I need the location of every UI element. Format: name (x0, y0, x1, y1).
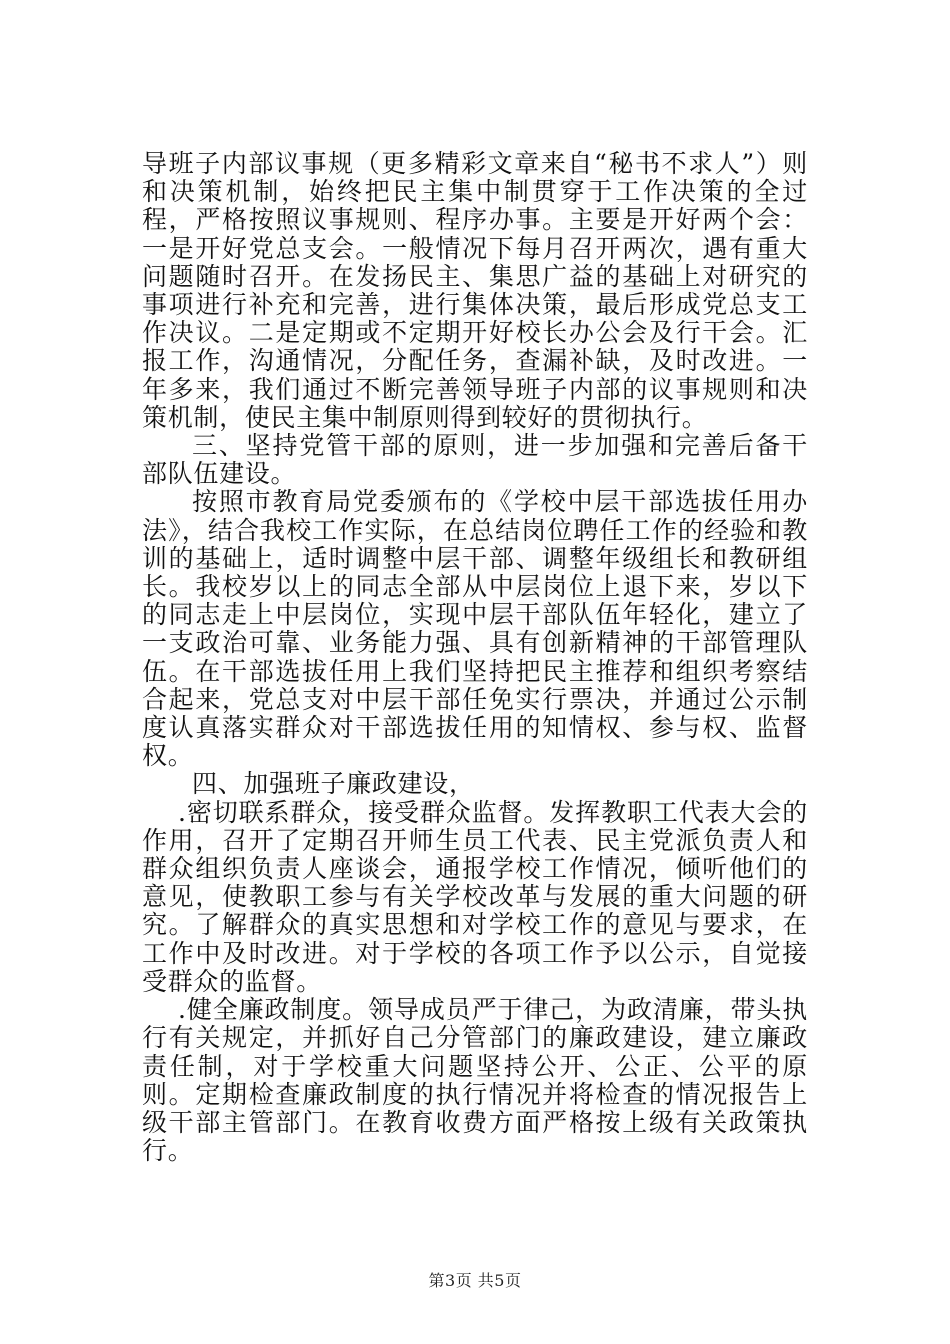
heading-section-four: 四、加强班子廉政建设， (192, 769, 475, 799)
paragraph-decision-mechanism: 导班子内部议事规（更多精彩文章来自“秘书不求人”）则和决策机制，始终把民主集中制贯穿于工作决策的全过程，严格按照议事规则、程序办事。主要是开好两个会：一是开好党总支会。一般情况下每月召开两次，遇有重大问题随时召开。在发扬民主、集思广益的基础上对研究的事项进行补充和完善，进行集体决策，最后形成党总支工作决议。二是定期或不定期开好校长办公会及行干会。汇报工作，沟通情况，分配任务，查漏补缺，及时改进。一年多来，我们通过不断完善领导班子内部的议事规则和决策机制，使民主集中制原则得到较好的贯彻执行。 (142, 149, 808, 432)
document-body (142, 150, 808, 1165)
paragraph-cadre-selection: 按照市教育局党委颁布的《学校中层干部选拔任用办法》，结合我校工作实际，在总结岗位聘任工作的经验和教训的基础上，适时调整中层干部、调整年级组长和教研组长。我校岁以上的同志全部从中层岗位上退下来，岁以下的同志走上中层岗位，实现中层干部队伍年轻化，建立了一支政治可靠、业务能力强、具有创新精神的干部管理队伍。在干部选拔任用上我们坚持把民主推荐和组织考察结合起来，党总支对中层干部任免实行票决，并通过公示制度认真落实群众对干部选拔任用的知情权、参与权、监督权。 (142, 487, 808, 771)
page-footer: 第3页 共5页 (428, 1271, 522, 1290)
heading-section-three: 三、坚持党管干部的原则，进一步加强和完善后备干部队伍建设。 (142, 431, 808, 489)
paragraph-mass-supervision: .密切联系群众，接受群众监督。发挥教职工代表大会的作用，召开了定期召开师生员工代表、民主党派负责人和群众组织负责人座谈会，通报学校工作情况，倾听他们的意见，使教职工参与有关学校改革与发展的重大问题的研究。了解群众的真实思想和对学校工作的意见与要求，在工作中及时改进。对于学校的各项工作予以公示，自觉接受群众的监督。 (142, 797, 808, 996)
paragraph-integrity-system: .健全廉政制度。领导成员严于律己，为政清廉，带头执行有关规定，并抓好自己分管部门的廉政建设，建立廉政责任制，对于学校重大问题坚持公开、公正、公平的原则。定期检查廉政制度的执行情况并将检查的情况报告上级干部主管部门。在教育收费方面严格按上级有关政策执行。 (142, 995, 808, 1166)
